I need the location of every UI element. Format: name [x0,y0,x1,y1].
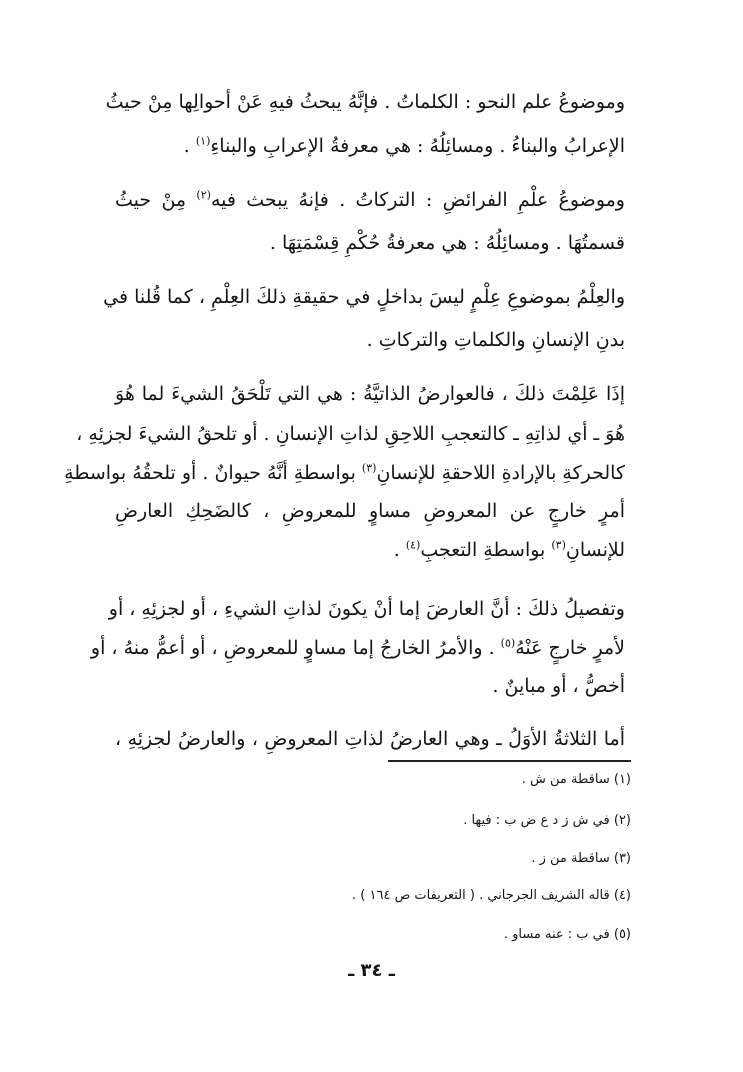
footnote-marker: (٣) [551,538,566,552]
footnote: (٢) في ش ز د ع ض ب : فيها . [463,813,631,828]
footnote-marker: (٤) [405,538,421,552]
text-line: وموضوعُ علم النحو : الكلماتُ . فإنَّهُ يبحثُ فيهِ عَنْ أحوالِها مِنْ حيثُ [105,91,625,113]
footnote: (١) ساقطة من ش . [521,772,631,787]
text-line: أخصُّ ، أو مباينٌ . [492,675,625,697]
footnote-marker: (٢) [196,188,211,202]
footnote-marker: (٣) [361,461,377,475]
footnote: (٣) ساقطة من ز . [531,851,631,866]
text-line: بدنِ الإنسانِ والكلماتِ والتركاتِ . [366,329,625,351]
footnote-marker: (٥) [500,636,516,650]
text-line: هُوَ ـ أي لذاتِهِ ـ كالتعجبِ اللاحِقِ لذاتِ الإنسانِ . أو تلحقُ الشيءَ لجزئِهِ ، [76,423,625,445]
text-line: للإنسانِ$^{(٣)}$ بواسطةِ التعجبِ$^{(٤)}$ . [393,538,625,561]
text-line: الإعرابُ والبناءُ . ومسائِلُهُ : هي معرفةُ الإعرابِ والبناءِ$^{(١)}$ . [183,134,625,157]
footnote-separator [388,760,631,762]
text-line: كالحركةِ بالإرادةِ اللاحقةِ للإنسانِ$^{(٣)}$ بواسطةِ أنَّهُ حيوانٌ . أو تلحقُهُ بواسطةِ [64,461,625,484]
text-line: وتفصيلُ ذلكَ : أنَّ العارضَ إما أنْ يكونَ لذاتِ الشيءِ ، أو لجزئِهِ ، أو [108,598,625,620]
page-number: ـ ٣٤ ـ [348,960,395,981]
footnote-marker: (١) [195,134,211,148]
text-line: والعِلْمُ بموضوعِ عِلْمٍ ليسَ بداخلٍ في حقيقةِ ذلكَ العِلْمِ ، كما قُلنا في [103,286,625,308]
text-line: وموضوعُ علْمِ الفرائضِ : التركاتُ . فإنهُ يبحث فيه$^{(٢)}$ مِنْ حيثُ [115,188,625,211]
text-line: لأمرٍ خارجٍ عَنْهُ$^{(٥)}$ . والأمرُ الخارجُ إما مساوٍ للمعروضِ ، أو أعمُّ منهُ ، أو [90,636,625,659]
text-line: أمرٍ خارجٍ عن المعروضِ مساوٍ للمعروضِ ، كالضَحِكِ العارضِ [115,500,625,522]
text-line: إذَا عَلِمْتَ ذلكَ ، فالعوارضُ الذاتيَّةُ : هي التي تَلْحَقُ الشيءَ لما هُوَ [115,383,625,405]
text-line: أما الثلاثةُ الأوَلُ ـ وهي العارضُ لذاتِ المعروضِ ، والعارضُ لجزئِهِ ، [115,728,625,750]
text-line: قسمتُهَا . ومسائِلُهُ : هي معرفةُ حُكْمِ قِسْمَتِهَا . [269,232,625,254]
footnote: (٥) في ب : عنه مساو . [503,927,631,942]
footnote: (٤) قاله الشريف الجرجاني . ( التعريفات ص ١٦٤ ) . [352,888,631,903]
